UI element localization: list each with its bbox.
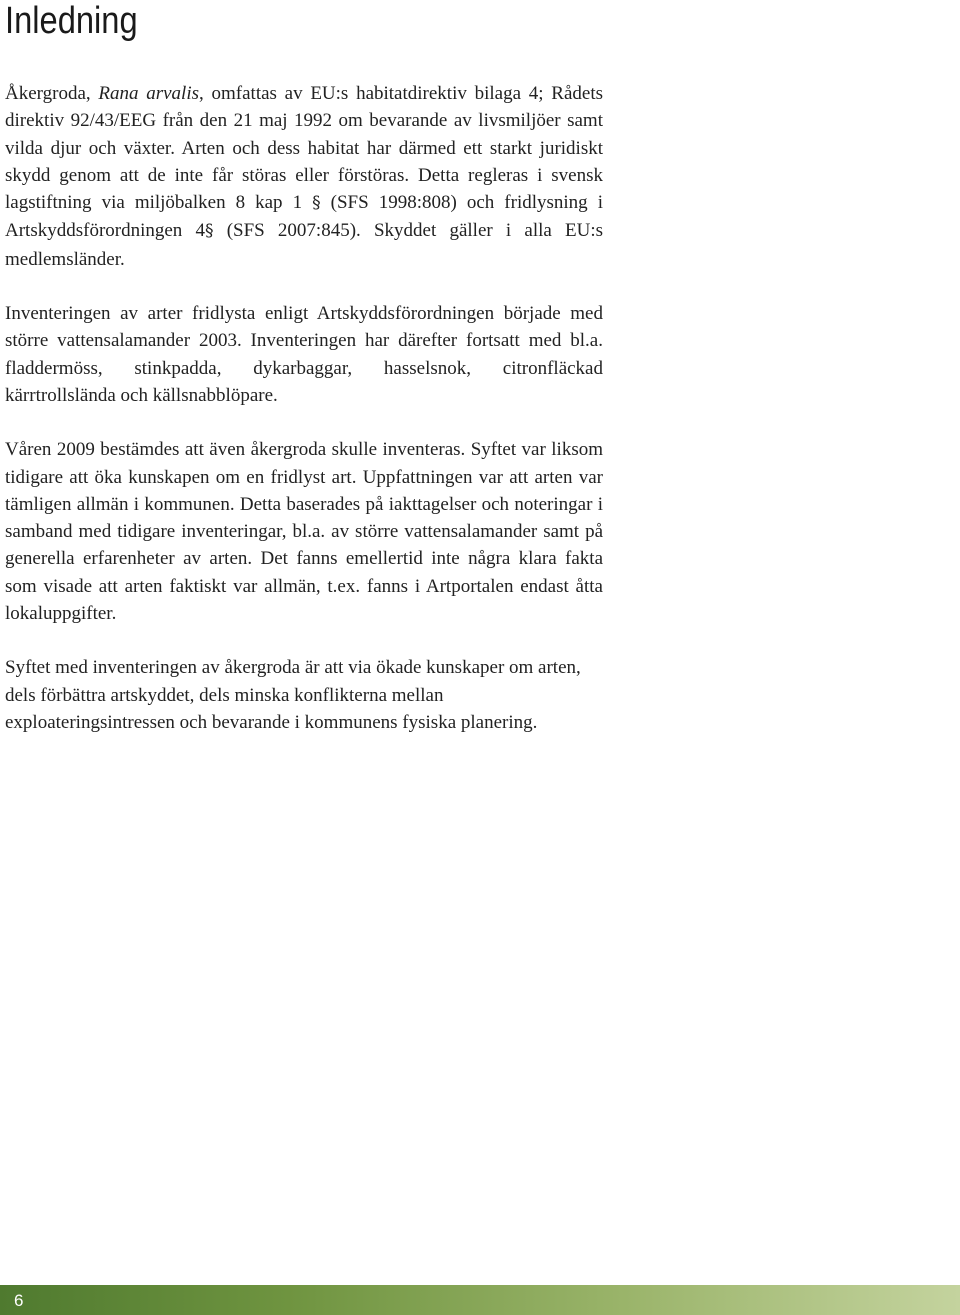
page-number: 6 [14,1291,24,1310]
paragraph-1-part-d: (SFS 2007:845). Skyddet gäller i alla EU:s medlemsländer. [5,220,603,270]
paragraph-1 [5,80,603,273]
paragraph-4: Syftet med inventeringen av åkergroda är att via ökade kunskaper om arten, dels förbättra artskyddet, dels minska konflikterna mellan exploateringsintressen och bevarande i kommunens fysiska planering. [5,657,581,733]
paragraph-1-part-b: , omfattas av EU:s habitatdirektiv bilaga 4; Rådets direktiv 92/43/EEG från den 21 maj 1992 om bevarande av livsmiljöer samt vilda djur och växter. Arten och dess habitat har därmed ett starkt juridiskt skydd genom att de inte får störas eller förstöras. Detta regleras i svensk lagstiftning via miljöbalken 8 kap 1 [5,83,603,214]
paragraph-symbol-2: § [205,221,214,242]
page-title: Inledning [5,0,138,42]
body-text [5,80,603,763]
paragraph-1-part-c: (SFS 1998:808) och fridlysning i Artskyddsförordningen 4 [5,192,603,242]
species-name: Rana arvalis [98,83,200,104]
footer-bar [0,1285,960,1315]
paragraph-1-part-a: Åkergroda, [5,83,99,104]
paragraph-2: Inventeringen av arter fridlysta enligt Artskyddsförordningen började med större vattensalamander 2003. Inventeringen har därefter fortsatt med bl.a. fladdermöss, stinkpadda, dykarbaggar, hasselsnok, citronfläckad kärrtrollslända och källsnabblöpare. [5,303,603,406]
paragraph-3: Våren 2009 bestämdes att även åkergroda skulle inventeras. Syftet var liksom tidigare att öka kunskapen om en fridlyst art. Uppfattningen var att arten var tämligen allmän i kommunen. Detta baserades på iakttagelser och noteringar i samband med tidigare inventeringar, bl.a. av större vattensalamander samt på generella erfarenheter av arten. Det fanns emellertid inte några klara fakta som visade att arten faktiskt var allmän, t.ex. fanns i Artportalen endast åtta lokaluppgifter. [5,439,603,625]
paragraph-symbol-1: § [312,193,321,214]
